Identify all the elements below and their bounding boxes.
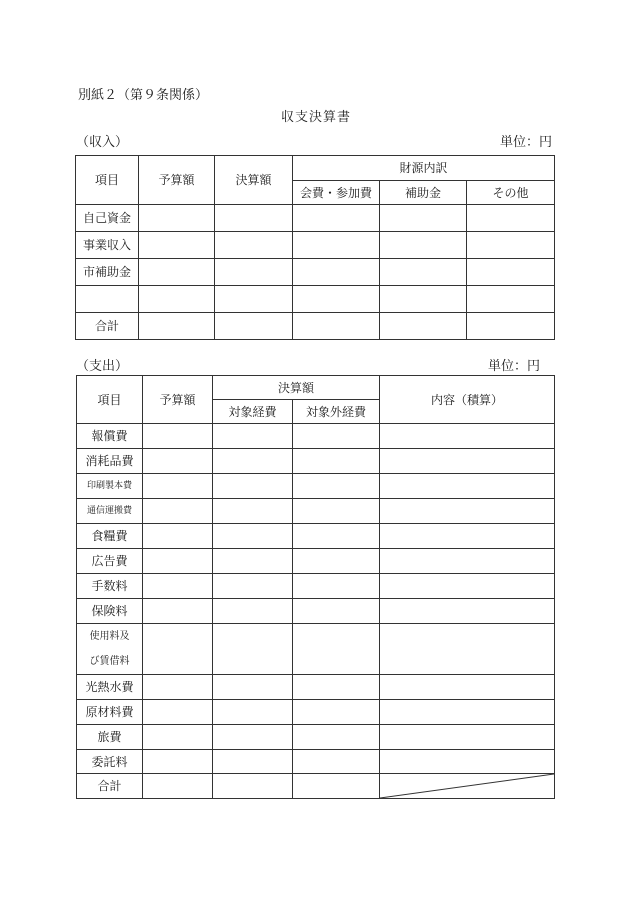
table-row [77,624,555,675]
expense-section-label: （支出） [76,359,129,374]
income-header-item: 項目 [76,156,139,205]
expense-row-label: 光熱水費 [77,675,143,700]
table-row [77,774,555,799]
expense-row-label: 旅費 [77,725,143,750]
table-row [77,675,555,700]
table-row [77,524,555,549]
income-header-source-breakdown: 財源内訳 [293,156,555,181]
table-row [77,424,555,449]
table-row [77,574,555,599]
expense-row-label: 報償費 [77,424,143,449]
expense-row-label: 手数料 [77,574,143,599]
expense-row-label [77,624,143,675]
income-header-subsidy: 補助金 [380,181,467,205]
expense-row-label: 通信運搬費 [77,499,143,524]
income-header-fees: 会費・参加費 [293,181,380,205]
expense-row-label: 保険料 [77,599,143,624]
table-row [77,449,555,474]
table-row [76,205,555,232]
expense-row-label-line2: び賃借料 [89,656,130,667]
expense-row-label: 印刷製本費 [77,474,143,499]
table-row [77,750,555,774]
table-row [76,259,555,286]
expense-table [76,375,555,799]
diagonal-line [380,774,554,798]
table-row [76,232,555,259]
income-header-other: その他 [467,181,555,205]
expense-row-label: 広告費 [77,549,143,574]
annex-label: 別紙２（第９条関係） [78,88,209,103]
table-row [77,499,555,524]
income-header-settlement: 決算額 [215,156,293,205]
expense-row-label: 委託料 [77,750,143,774]
expense-row-label-line1: 使用料及 [89,631,130,642]
table-row [77,474,555,499]
income-section-label: （収入） [76,135,129,150]
diagonal-strike-cell [380,774,555,799]
expense-header-eligible: 対象経費 [213,400,293,424]
income-unit-label: 単位：円 [500,135,553,150]
expense-total-label: 合計 [77,774,143,799]
expense-row-label: 食糧費 [77,524,143,549]
income-table [75,155,555,340]
table-row [77,725,555,750]
expense-header-budget: 予算額 [143,376,213,424]
income-total-label: 合計 [76,313,139,340]
expense-header-settlement: 決算額 [213,376,380,400]
income-row-label [76,286,139,313]
expense-header-item: 項目 [77,376,143,424]
expense-row-label: 消耗品費 [77,449,143,474]
expense-header-ineligible: 対象外経費 [293,400,380,424]
income-header-budget: 予算額 [139,156,215,205]
table-row [77,700,555,725]
income-row-label: 自己資金 [76,205,139,232]
table-row [77,549,555,574]
table-row [76,313,555,340]
income-row-label: 事業収入 [76,232,139,259]
table-row [77,599,555,624]
expense-row-label: 原材料費 [77,700,143,725]
expense-unit-label: 単位：円 [488,359,541,374]
income-row-label: 市補助金 [76,259,139,286]
table-row [76,286,555,313]
expense-header-details: 内容（積算） [380,376,555,424]
document-title: 収支決算書 [281,110,352,125]
